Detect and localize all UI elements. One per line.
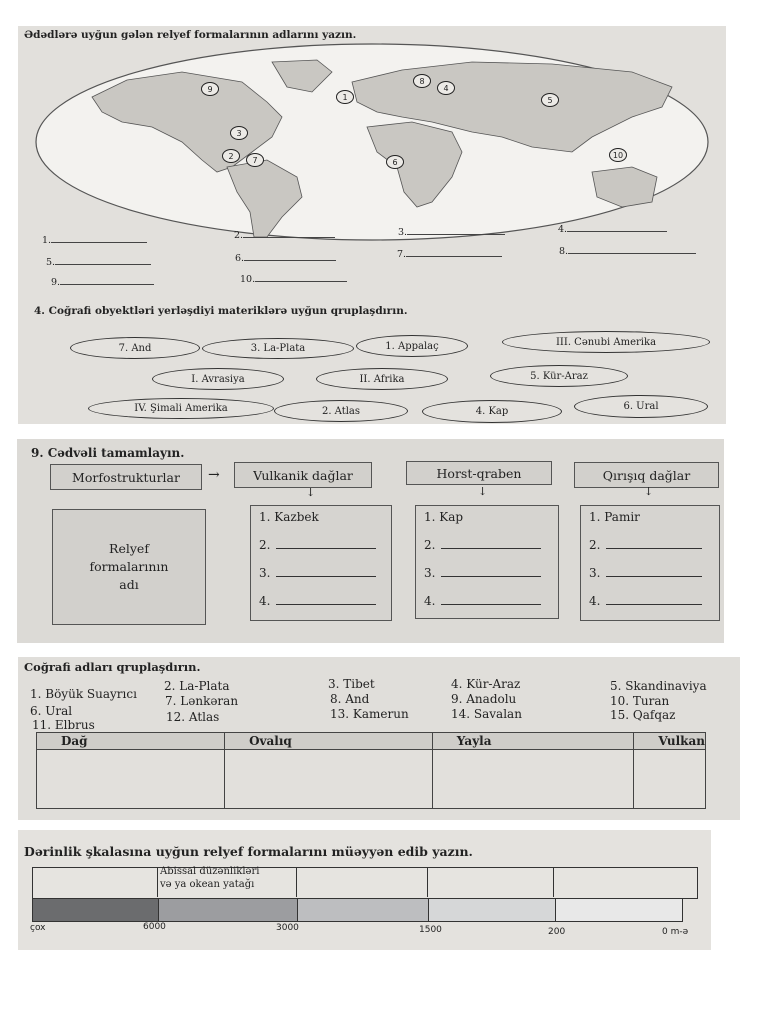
morphostructures-box: Morfostrukturlar: [50, 464, 202, 490]
depth-segment-5: [555, 898, 683, 922]
mountain-cell[interactable]: [37, 750, 225, 809]
volcanic-entry-1: 1. Kazbek: [259, 510, 319, 524]
tick-1500: 1500: [419, 925, 442, 935]
item-10: 10. Turan: [610, 694, 670, 708]
answer-blank-5[interactable]: 5.: [46, 255, 151, 268]
oval-simali-amerika[interactable]: IV. Şimali Amerika: [88, 398, 274, 419]
col-header-volcano: Vulkan: [634, 733, 706, 750]
folded-entry-2[interactable]: 2.: [589, 538, 702, 552]
down-arrow-2: ↓: [478, 485, 488, 498]
map-marker-4: 4: [437, 81, 455, 95]
oval-avrasiya[interactable]: I. Avrasiya: [152, 368, 284, 390]
grouping-task-title: Coğrafi adları qruplaşdırın.: [24, 660, 201, 674]
abyssal-plain-label: Abissal düzənlikləri və ya okean yatağı: [160, 866, 260, 890]
oval-atlas[interactable]: 2. Atlas: [274, 400, 408, 422]
item-2: 2. La-Plata: [164, 679, 230, 693]
answer-blank-6[interactable]: 6.: [235, 251, 336, 264]
item-11: 11. Elbrus: [32, 718, 95, 732]
horst-entry-4[interactable]: 4.: [424, 594, 541, 608]
column-folded: [580, 505, 720, 621]
answer-blank-2[interactable]: 2.: [234, 228, 335, 241]
item-5: 5. Skandinaviya: [610, 679, 707, 693]
oval-kap[interactable]: 4. Kap: [422, 400, 562, 423]
answer-blank-10[interactable]: 10.: [240, 272, 347, 285]
exercise-table-panel: [17, 439, 724, 643]
answer-blank-1[interactable]: 1.: [42, 233, 147, 246]
plateau-cell[interactable]: [432, 750, 634, 809]
oval-kur-araz[interactable]: 5. Kür-Araz: [490, 365, 628, 387]
grouping-question: 4. Coğrafi obyektləri yerləşdiyi materiklərə uyğun qruplaşdırın.: [34, 305, 408, 317]
header-volcanic-mountains: Vulkanik dağlar: [234, 462, 372, 488]
item-3: 3. Tibet: [328, 677, 375, 691]
depth-answer-cell-5[interactable]: [557, 871, 693, 893]
map-marker-9: 9: [201, 82, 219, 96]
oval-appalac[interactable]: 1. Appalaç: [356, 335, 468, 357]
exercise-grouping-panel: [18, 657, 740, 820]
world-map: [32, 42, 712, 242]
answer-blank-9[interactable]: 9.: [51, 275, 154, 288]
depth-task-title: Dərinlik şkalasına uyğun relyef formalarını müəyyən edib yazın.: [24, 844, 473, 859]
oval-la-plata[interactable]: 3. La-Plata: [202, 338, 354, 359]
item-12: 12. Atlas: [166, 710, 220, 724]
answer-blank-8[interactable]: 8.: [559, 244, 696, 257]
item-13: 13. Kamerun: [330, 707, 409, 721]
depth-answer-cell-4[interactable]: [430, 871, 550, 893]
answer-blank-7[interactable]: 7.: [397, 247, 502, 260]
oval-cenubi-amerika[interactable]: III. Cənubi Amerika: [502, 331, 710, 353]
exercise-depth-scale-panel: [18, 830, 711, 950]
map-marker-2: 2: [222, 149, 240, 163]
down-arrow-1: ↓: [306, 486, 316, 499]
map-marker-5: 5: [541, 93, 559, 107]
item-6: 6. Ural: [30, 704, 73, 718]
answer-blank-4[interactable]: 4.: [558, 222, 667, 235]
folded-entry-4[interactable]: 4.: [589, 594, 702, 608]
col-header-plateau: Yayla: [432, 733, 634, 750]
column-horst-graben: [415, 505, 559, 619]
col-header-lowland: Ovalıq: [225, 733, 433, 750]
oval-afrika[interactable]: II. Afrika: [316, 368, 448, 390]
map-marker-6: 6: [386, 155, 404, 169]
map-marker-10: 10: [609, 148, 627, 162]
map-marker-8: 8: [413, 74, 431, 88]
tick-3000: 3000: [276, 923, 299, 933]
folded-entry-3[interactable]: 3.: [589, 566, 702, 580]
relief-forms-label: Relyef formalarının adı: [52, 509, 206, 625]
depth-segment-3: [297, 898, 429, 922]
depth-segment-2: [158, 898, 298, 922]
map-task-title: Ədədlərə uyğun gələn relyef formalarının adlarını yazın.: [24, 29, 357, 41]
header-folded-mountains: Qırışıq dağlar: [574, 462, 719, 488]
tick-cox: çox: [30, 923, 46, 933]
depth-answer-cell-3[interactable]: [300, 871, 424, 893]
volcano-cell[interactable]: [634, 750, 706, 809]
volcanic-entry-3[interactable]: 3.: [259, 566, 376, 580]
col-header-mountain: Dağ: [37, 733, 225, 750]
grouping-table: [36, 732, 706, 809]
column-volcanic: [250, 505, 392, 621]
horst-entry-2[interactable]: 2.: [424, 538, 541, 552]
answer-blank-3[interactable]: 3.: [398, 225, 505, 238]
item-14: 14. Savalan: [451, 707, 522, 721]
lowland-cell[interactable]: [225, 750, 433, 809]
down-arrow-3: ↓: [644, 485, 654, 498]
right-arrow: →: [208, 467, 220, 483]
tick-200: 200: [548, 927, 566, 937]
item-7: 7. Lənkəran: [165, 694, 239, 708]
header-horst-graben: Horst-qraben: [406, 461, 552, 485]
item-8: 8. And: [330, 692, 370, 706]
exercise-map-panel: [18, 26, 726, 424]
horst-entry-3[interactable]: 3.: [424, 566, 541, 580]
item-15: 15. Qafqaz: [610, 708, 676, 722]
table-task-title: 9. Cədvəli tamamlayın.: [31, 446, 185, 460]
item-9: 9. Anadolu: [451, 692, 517, 706]
folded-entry-1: 1. Pamir: [589, 510, 640, 524]
oval-and[interactable]: 7. And: [70, 337, 200, 359]
depth-segment-1: [32, 898, 160, 922]
volcanic-entry-4[interactable]: 4.: [259, 594, 376, 608]
item-1: 1. Böyük Suayrıcı: [30, 687, 137, 701]
oval-ural[interactable]: 6. Ural: [574, 395, 708, 418]
volcanic-entry-2[interactable]: 2.: [259, 538, 376, 552]
tick-0m: 0 m-ə: [662, 927, 689, 937]
map-marker-3: 3: [230, 126, 248, 140]
depth-segment-4: [428, 898, 556, 922]
item-4: 4. Kür-Araz: [451, 677, 521, 691]
tick-6000: 6000: [143, 922, 166, 932]
map-marker-1: 1: [336, 90, 354, 104]
map-marker-7: 7: [246, 153, 264, 167]
horst-entry-1: 1. Kap: [424, 510, 464, 524]
